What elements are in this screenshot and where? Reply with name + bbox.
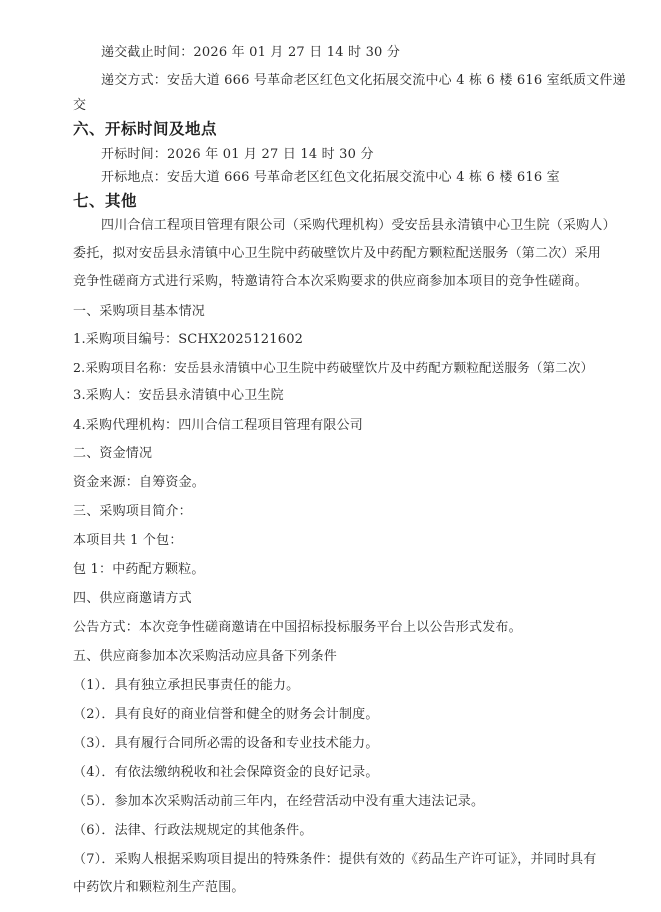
- basic-info-heading: 一、采购项目基本情况: [73, 304, 206, 319]
- invite-method: 公告方式：本次竞争性磋商邀请在中国招标投标服务平台上以公告形式发布。: [73, 620, 522, 635]
- condition-7-line-1: （7）．采购人根据采购项目提出的特殊条件：提供有效的《药品生产许可证》，并同时具有: [73, 852, 597, 867]
- condition-6: （6）．法律、行政法规规定的其他条件。: [73, 823, 313, 838]
- condition-7-line-2: 中药饮片和颗粒剂生产范围。: [73, 880, 245, 895]
- condition-4: （4）．有依法缴纳税收和社会保障资金的良好记录。: [73, 765, 379, 780]
- opening-time-line: 开标时间：2026 年 01 月 27 日 14 时 30 分: [101, 147, 374, 162]
- section-6-heading: 六、开标时间及地点: [73, 120, 218, 138]
- funds-heading: 二、资金情况: [73, 446, 153, 461]
- condition-5: （5）．参加本次采购活动前三年内，在经营活动中没有重大违法记录。: [73, 794, 485, 809]
- opening-place-line: 开标地点：安岳大道 666 号革命老区红色文化拓展交流中心 4 栋 6 楼 616 室: [101, 170, 560, 185]
- intro-line-3: 竞争性磋商方式进行采购，特邀请符合本次采购要求的供应商参加本项目的竞争性磋商。: [73, 274, 588, 289]
- brief-heading: 三、采购项目简介：: [73, 504, 192, 519]
- submit-method-continuation: 交: [73, 98, 87, 113]
- section-7-heading: 七、其他: [73, 192, 138, 210]
- project-name: 2.采购项目名称：安岳县永清镇中心卫生院中药破壁饮片及中药配方颗粒配送服务（第二次）: [73, 360, 594, 375]
- project-number: 1.采购项目编号：SCHX2025121602: [73, 332, 304, 347]
- deadline-line: 递交截止时间：2026 年 01 月 27 日 14 时 30 分: [101, 45, 401, 60]
- submit-method-line: 递交方式：安岳大道 666 号革命老区红色文化拓展交流中心 4 栋 6 楼 616 室纸质文件递: [101, 73, 626, 88]
- invite-heading: 四、供应商邀请方式: [73, 591, 192, 606]
- conditions-heading: 五、供应商参加本次采购活动应具备下列条件: [73, 649, 338, 664]
- condition-1: （1）．具有独立承担民事责任的能力。: [73, 678, 300, 693]
- purchaser: 3.采购人：安岳县永清镇中心卫生院: [73, 388, 284, 403]
- funds-source: 资金来源：自筹资金。: [73, 475, 206, 490]
- package-count: 本项目共 1 个包：: [73, 533, 183, 548]
- condition-2: （2）．具有良好的商业信誉和健全的财务会计制度。: [73, 707, 379, 722]
- condition-3: （3）．具有履行合同所必需的设备和专业技术能力。: [73, 736, 379, 751]
- package-1: 包 1：中药配方颗粒。: [73, 562, 205, 577]
- intro-line-1: 四川合信工程项目管理有限公司（采购代理机构）受安岳县永清镇中心卫生院（采购人）: [101, 218, 616, 233]
- intro-line-2: 委托，拟对安岳县永清镇中心卫生院中药破壁饮片及中药配方颗粒配送服务（第二次）采用: [73, 246, 602, 261]
- agency: 4.采购代理机构：四川合信工程项目管理有限公司: [73, 418, 364, 433]
